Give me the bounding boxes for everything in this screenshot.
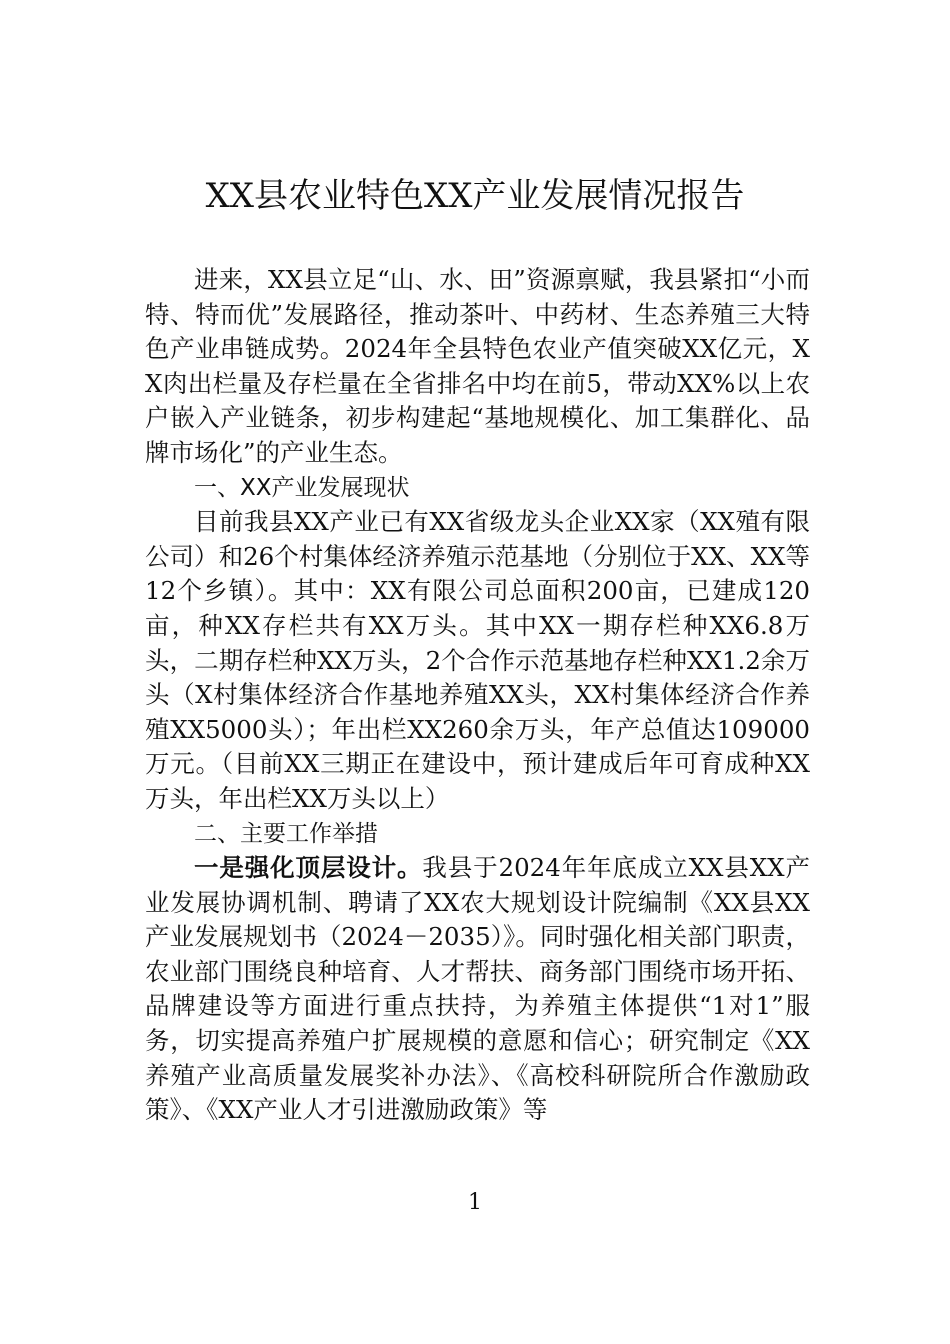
page-number: 1 — [468, 1190, 482, 1215]
measure-body-text: 我县于2024年年底成立XX县XX产业发展协调机制、聘请了XX农大规划设计院编制《XX县XX产业发展规划书（2024－2035）》。同时强化相关部门职责，农业部门围绕良种培育、人才帮扶、商务部门围绕市场开拓、品牌建设等方面进行重点扶持，为养殖主体提供“1对1”服务，切实提高养殖户扩展规模的意愿和信心；研究制定《XX养殖产业高质量发展奖补办法》、《高校科研院所合作激励政策》、《XX产业人才引进激励政策》等 — [145, 853, 810, 1125]
section-heading-status: 一、XX产业发展现状 — [194, 474, 410, 501]
section-heading-measures: 二、主要工作举措 — [194, 820, 378, 847]
page-title: XX县农业特色XX产业发展情况报告 — [205, 176, 745, 216]
document-body — [145, 263, 810, 1128]
status-paragraph: 目前我县XX产业已有XX省级龙头企业XX家（XX殖有限公司）和26个村集体经济养殖示范基地（分别位于XX、XX等12个乡镇）。其中：XX有限公司总面积200亩，已建成120亩，种XX存栏共有XX万头。其中XX一期存栏种XX6.8万头，二期存栏种XX万头，2个合作示范基地存栏种XX1.2余万头（X村集体经济合作基地养殖XX头，XX村集体经济合作养殖XX5000头）；年出栏XX260余万头，年产总值达109000万元。（目前XX三期正在建设中，预计建成后年可育成种XX万头，年出栏XX万头以上） — [145, 507, 810, 813]
intro-paragraph: 进来，XX县立足“山、水、田”资源禀赋，我县紧扣“小而特、特而优”发展路径，推动茶叶、中药材、生态养殖三大特色产业串链成势。2024年全县特色农业产值突破XX亿元，XX肉出栏量及存栏量在全省排名中均在前5，带动XX%以上农户嵌入产业链条，初步构建起“基地规模化、加工集群化、品牌市场化”的产业生态。 — [145, 265, 810, 467]
measure-paragraph-1 — [145, 851, 810, 1128]
measure-lead-text: 一是强化顶层设计。 — [194, 853, 423, 883]
